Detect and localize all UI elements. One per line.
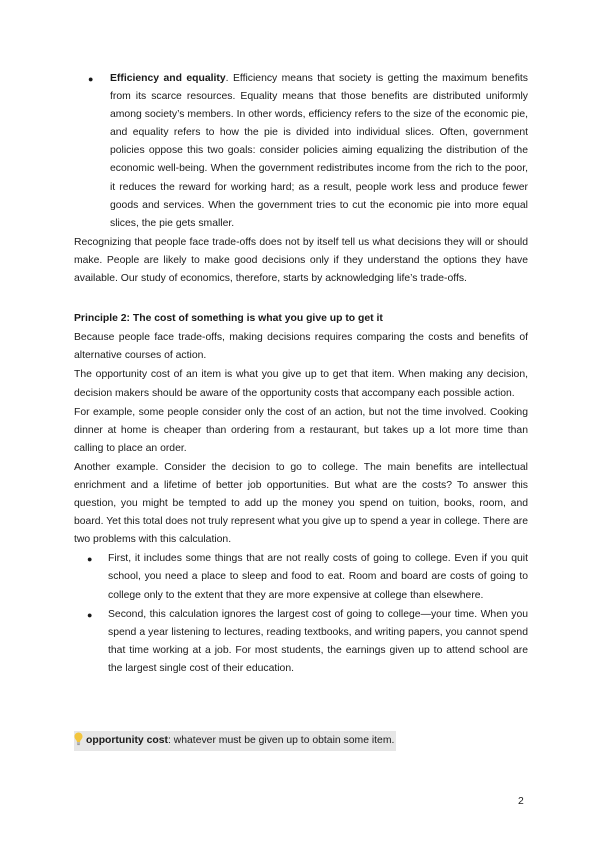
second-problem-text: Second, this calculation ignores the largest cost of going to college—your time. When you spend a year listening to lectures, reading textbooks, and writing papers, you cannot spend that time working at a job. For most students, the earnings given up to attend school are the largest single cost of their education. <box>108 608 528 674</box>
bullet-icon: ● <box>87 609 93 620</box>
problems-list <box>74 550 528 678</box>
definition-text: : whatever must be given up to obtain some item. <box>167 735 395 746</box>
paragraph-another-example: Another example. Consider the decision to go to college. The main benefits are intellectual enrichment and a lifetime of better job opportunities. But what are the costs? To answer this question, you might be tempted to add up the money you spend on tuition, books, room, and board. Yet this total does not truly represent what you give up to spend a year in college. There are two problems with this calculation. <box>74 461 528 546</box>
goals-list <box>74 70 528 233</box>
definition-callout <box>74 731 396 751</box>
page-content <box>74 70 528 679</box>
list-item-efficiency-equality <box>74 70 528 233</box>
bullet-icon: ● <box>87 554 93 565</box>
paragraph-tradeoffs-summary: Recognizing that people face trade-offs does not by itself tell us what decisions they will or should make. People are likely to make good decisions only if they understand the options they have available. Our study of economics, therefore, starts by acknowledging life’s trade-offs. <box>74 236 528 285</box>
list-item-second-problem <box>74 606 528 678</box>
paragraph-because: Because people face trade-offs, making decisions requires comparing the costs and benefits of alternative courses of action. <box>74 332 528 362</box>
paragraph-example: For example, some people consider only the cost of an action, but not the time involved. Cooking dinner at home is cheaper than ordering from a restaurant, but takes up a lot more time than calling to place an order. <box>74 406 528 454</box>
page-number: 2 <box>518 796 524 807</box>
term-efficiency-equality: Efficiency and equality <box>110 73 226 84</box>
principle-2-heading: Principle 2: The cost of something is what you give up to get it <box>74 313 383 325</box>
efficiency-equality-text: . Efficiency means that society is getting the maximum benefits from its scarce resources. Equality means that those benefits are distributed uniformly among society’s members. In other words, efficiency refers to the size of the economic pie, and equality refers to how the pie is divided into individual slices. Often, government policies oppose this two goals: consider policies aiming equalizing the distribution of the economic well-being. When the government redistributes income from the rich to the poor, it reduces the reward for working hard; as a result, people work less and produce fewer goods and services. When the government tries to cut the economic pie into more equal slices, the pie gets smaller. <box>110 73 528 229</box>
first-problem-text: First, it includes some things that are not really costs of going to college. Even if you quit school, you need a place to sleep and food to eat. Room and board are costs of going to college only to the extent that they are more expensive at college than elsewhere. <box>108 553 528 601</box>
list-item-first-problem <box>74 550 528 604</box>
lightbulb-icon <box>74 732 83 746</box>
definition-term: opportunity cost <box>86 735 168 746</box>
bullet-icon: ● <box>88 74 94 84</box>
paragraph-opportunity-cost: The opportunity cost of an item is what you give up to get that item. When making any decision, decision makers should be aware of the opportunity costs that accompany each possible action. <box>74 369 528 399</box>
